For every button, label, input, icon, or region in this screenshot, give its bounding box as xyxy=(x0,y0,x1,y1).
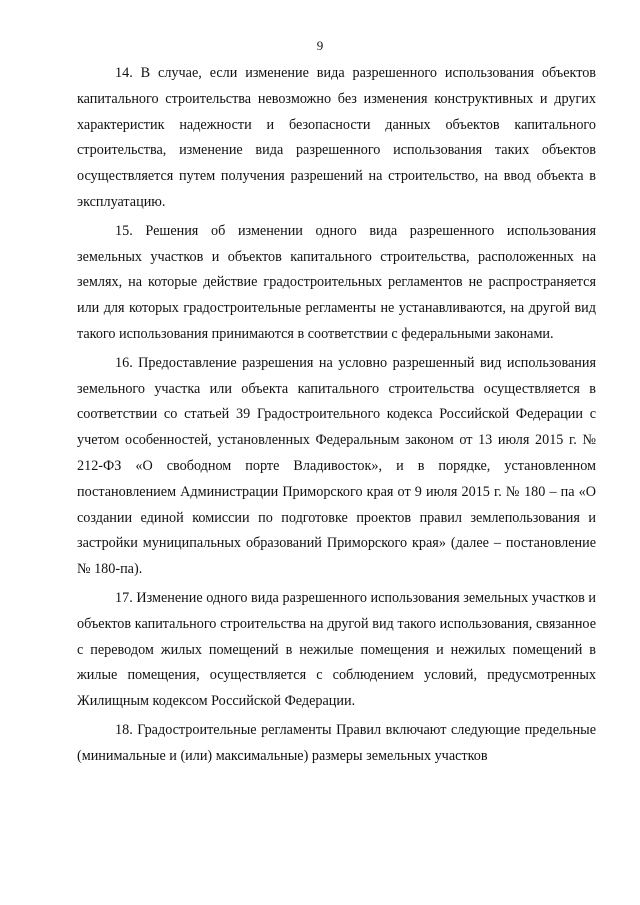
page-number: 9 xyxy=(316,38,324,53)
paragraph-18: 18. Градостроительные регламенты Правил включают следующие предельные (минимальные и (или) максимальные) размеры земельных участков xyxy=(77,721,596,764)
paragraph-16: 16. Предоставление разрешения на условно разрешенный вид использования земельного участка или объекта капитального строительства осуществляется в соответствии со статьей 39 Градостроительного кодекса Российской Федерации с учетом особенностей, установленных Федеральным законом от 13 июля 2015 г. № 212-ФЗ «О свободном порте Владивосток», и в порядке, установленном постановлением Администрации Приморского края от 9 июля 2015 г. № 180 – па «О создании единой комиссии по подготовке проектов правил землепользования и застройки муниципальных образований Приморского края» (далее – постановление № 180-па). xyxy=(77,354,596,578)
document-body xyxy=(77,61,596,773)
paragraph-15: 15. Решения об изменении одного вида разрешенного использования земельных участков и объектов капитального строительства, расположенных на землях, на которые действие градостроительных регламентов не распространяется или для которых градостроительные регламенты не устанавливаются, на другой вид такого использования принимаются в соответствии с федеральными законами. xyxy=(77,222,596,342)
paragraph-14: 14. В случае, если изменение вида разрешенного использования объектов капитального строительства невозможно без изменения конструктивных и других характеристик надежности и безопасности данных объектов капитального строительства, изменение вида разрешенного использования таких объектов осуществляется путем получения разрешений на строительство, на ввод объекта в эксплуатацию. xyxy=(77,65,596,210)
paragraph-17: 17. Изменение одного вида разрешенного использования земельных участков и объектов капитального строительства на другой вид такого использования, связанное с переводом жилых помещений в нежилые помещения и нежилых помещений в жилые помещения, осуществляется с соблюдением условий, предусмотренных Жилищным кодексом Российской Федерации. xyxy=(77,589,596,710)
